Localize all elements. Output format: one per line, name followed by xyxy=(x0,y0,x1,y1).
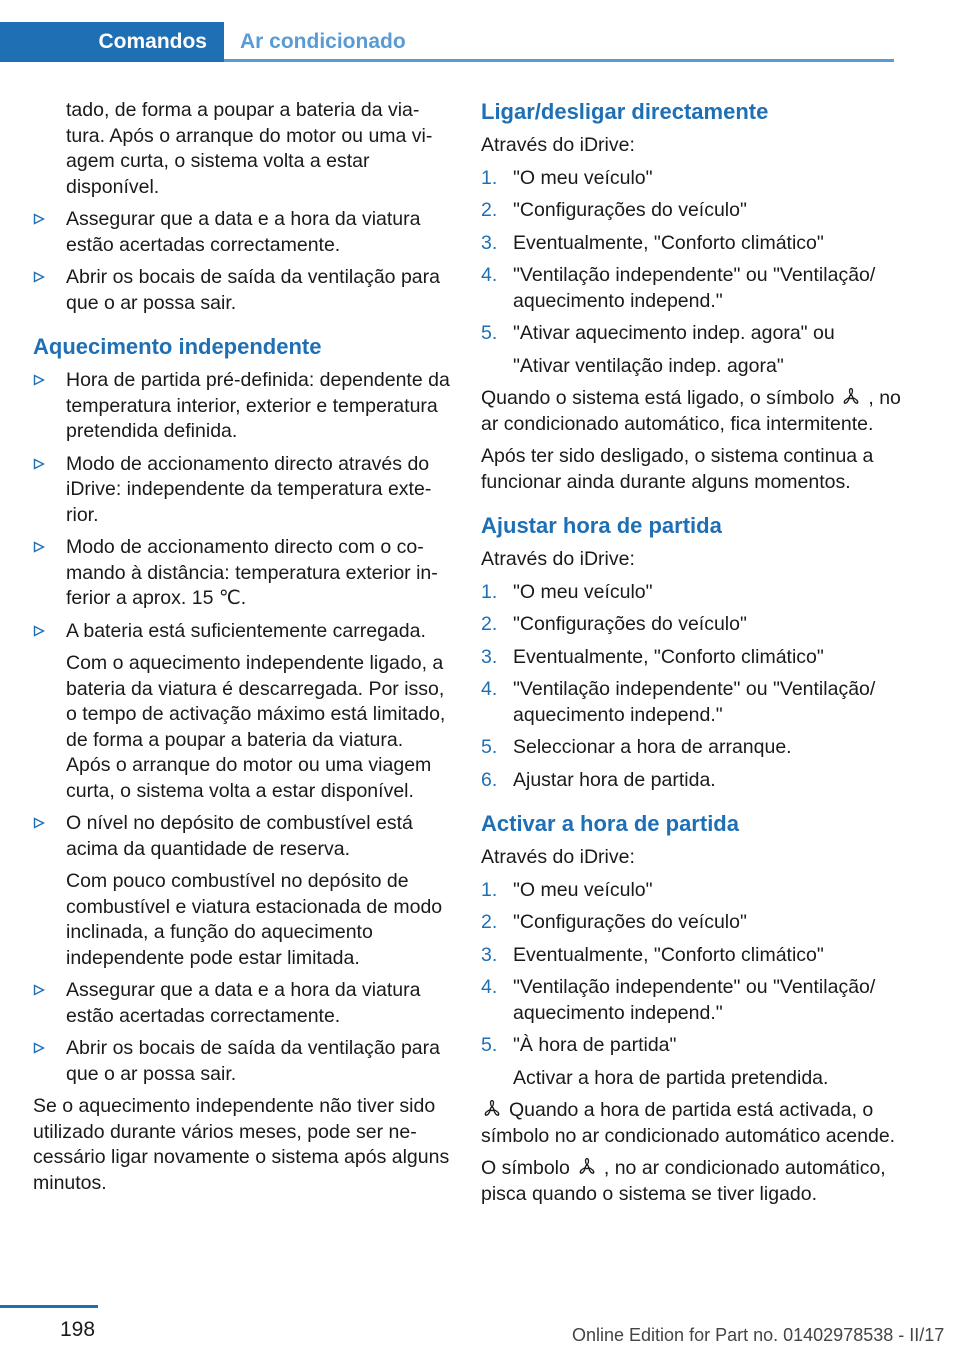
page-number: 198 xyxy=(60,1318,96,1341)
list-item: 3. Eventualmente, "Conforto climático" xyxy=(481,645,824,668)
list-item: Abrir os bocais de saída da ventilação para que o ar possa sair. xyxy=(33,265,451,316)
body-paragraph: Após ter sido desligado, o sistema continua a funcionar ainda durante alguns momentos. xyxy=(481,445,874,493)
steps-list xyxy=(481,580,901,794)
list-item: 1. "O meu veículo" xyxy=(481,580,653,603)
header-rule xyxy=(224,59,894,62)
list-item: O nível no depósito de combustível está acima da quantidade de reserva. Com pouco combustível no depósito de combustível e viatura estacionada de modo inclinada, a função do aquecimento independente pode estar limitada. xyxy=(33,811,451,971)
list-item: 1. "O meu veículo" xyxy=(481,166,653,189)
right-column xyxy=(481,98,901,1214)
list-item: 6. Ajustar hora de partida. xyxy=(481,768,716,791)
list-item: Modo de accionamento directo através do iDrive: independente da temperatura exterior. xyxy=(33,452,451,529)
triangle-bullet-icon xyxy=(33,1042,45,1054)
triangle-bullet-icon xyxy=(33,625,45,637)
list-item: A bateria está suficientemente carregada. Com o aquecimento independente ligado, a bateria da viatura é descarregada. Por isso, o tempo de activação máximo está limitado, de forma a poupar a bateria da viatura. Após o arranque do motor ou uma viagem curta, o sistema volta a estar disponível. xyxy=(33,619,451,805)
list-item: 5. "À hora de partida" xyxy=(481,1034,677,1056)
triangle-bullet-icon xyxy=(33,984,45,996)
continued-paragraph: tado, de forma a poupar a bateria da viatura. Após o arranque do motor ou uma viagem curta, o sistema volta a estar disponível. xyxy=(66,99,433,198)
section-heading-activar: Activar a hora de partida xyxy=(481,811,739,836)
list-item: Assegurar que a data e a hora da viatura estão acertadas correctamente. xyxy=(33,978,451,1029)
steps-list xyxy=(481,878,901,1059)
list-item: Modo de accionamento directo com o comando à distância: temperatura exterior inferior a aprox. 15 ℃. xyxy=(33,535,451,612)
body-paragraph: Quando a hora de partida está activada, o símbolo no ar condicionado automático acende. xyxy=(481,1099,896,1147)
list-item-note: Com pouco combustível no depósito de combustível e viatura estacionada de modo inclinada, a função do aquecimento independente pode estar limitada. xyxy=(66,870,443,969)
triangle-bullet-icon xyxy=(33,271,45,283)
triangle-bullet-icon xyxy=(33,541,45,553)
list-item: Abrir os bocais de saída da ventilação para que o ar possa sair. xyxy=(33,1036,451,1087)
body-paragraph: Quando o sistema está ligado, o símbolo , no ar condicionado automático, fica intermitente. xyxy=(481,387,901,435)
tab-ar-condicionado[interactable]: Ar condicionado xyxy=(240,30,406,53)
section-intro: Através do iDrive: xyxy=(481,548,635,570)
left-column xyxy=(33,98,451,1203)
edition-note: Online Edition for Part no. 01402978538 - II/17 xyxy=(572,1325,945,1345)
triangle-bullet-icon xyxy=(33,817,45,829)
list-item: 4. "Ventilação independente" ou "Ventilação/ aquecimento independ." xyxy=(481,976,876,1024)
steps-list xyxy=(481,166,901,347)
list-item: Hora de partida pré-definida: dependente da temperatura interior, exterior e temperatura pretendida definida. xyxy=(33,368,451,445)
fan-icon xyxy=(840,387,862,407)
section-heading-ligar-desligar: Ligar/desligar directamente xyxy=(481,99,769,124)
step-note: "Ativar ventilação indep. agora" xyxy=(513,354,784,377)
list-item: 2. "Configurações do veículo" xyxy=(481,199,747,221)
list-item: 2. "Configurações do veículo" xyxy=(481,911,747,933)
section-intro: Através do iDrive: xyxy=(481,846,635,868)
fan-icon xyxy=(481,1099,503,1119)
tab-comandos[interactable]: Comandos xyxy=(0,22,224,62)
list-item: 4. "Ventilação independente" ou "Ventilação/ aquecimento independ." xyxy=(481,264,876,312)
list-item: 5. "Ativar aquecimento indep. agora" ou xyxy=(481,322,835,344)
list-item: 3. Eventualmente, "Conforto climático" xyxy=(481,943,824,966)
triangle-bullet-icon xyxy=(33,458,45,470)
step-note: Activar a hora de partida pretendida. xyxy=(513,1066,829,1089)
list-item: 4. "Ventilação independente" ou "Ventilação/ aquecimento independ." xyxy=(481,678,876,726)
closing-paragraph: Se o aquecimento independente não tiver sido utilizado durante vários meses, pode ser necessário ligar novamente o sistema após alguns minutos. xyxy=(33,1095,450,1194)
list-item: 3. Eventualmente, "Conforto climático" xyxy=(481,231,824,254)
list-item: Assegurar que a data e a hora da viatura estão acertadas correctamente. xyxy=(33,207,451,258)
section-heading-ajustar: Ajustar hora de partida xyxy=(481,513,722,538)
page-header xyxy=(0,0,960,64)
fan-icon xyxy=(576,1157,598,1177)
list-item: 1. "O meu veículo" xyxy=(481,878,653,901)
footer-rule xyxy=(0,1305,98,1308)
list-item: 2. "Configurações do veículo" xyxy=(481,613,747,635)
triangle-bullet-icon xyxy=(33,213,45,225)
list-item-note: Com o aquecimento independente ligado, a bateria da viatura é descarregada. Por isso, o tempo de activação máximo está limitado, de forma a poupar a bateria da viatura. Após o arranque do motor ou uma viagem curta, o sistema volta a estar disponível. xyxy=(66,652,446,802)
body-paragraph: O símbolo , no ar condicionado automático, pisca quando o sistema se tiver ligado. xyxy=(481,1157,886,1205)
section-heading-aquecimento: Aquecimento independente xyxy=(33,334,322,359)
triangle-bullet-icon xyxy=(33,374,45,386)
list-item: 5. Seleccionar a hora de arranque. xyxy=(481,736,792,758)
section-intro: Através do iDrive: xyxy=(481,134,635,156)
